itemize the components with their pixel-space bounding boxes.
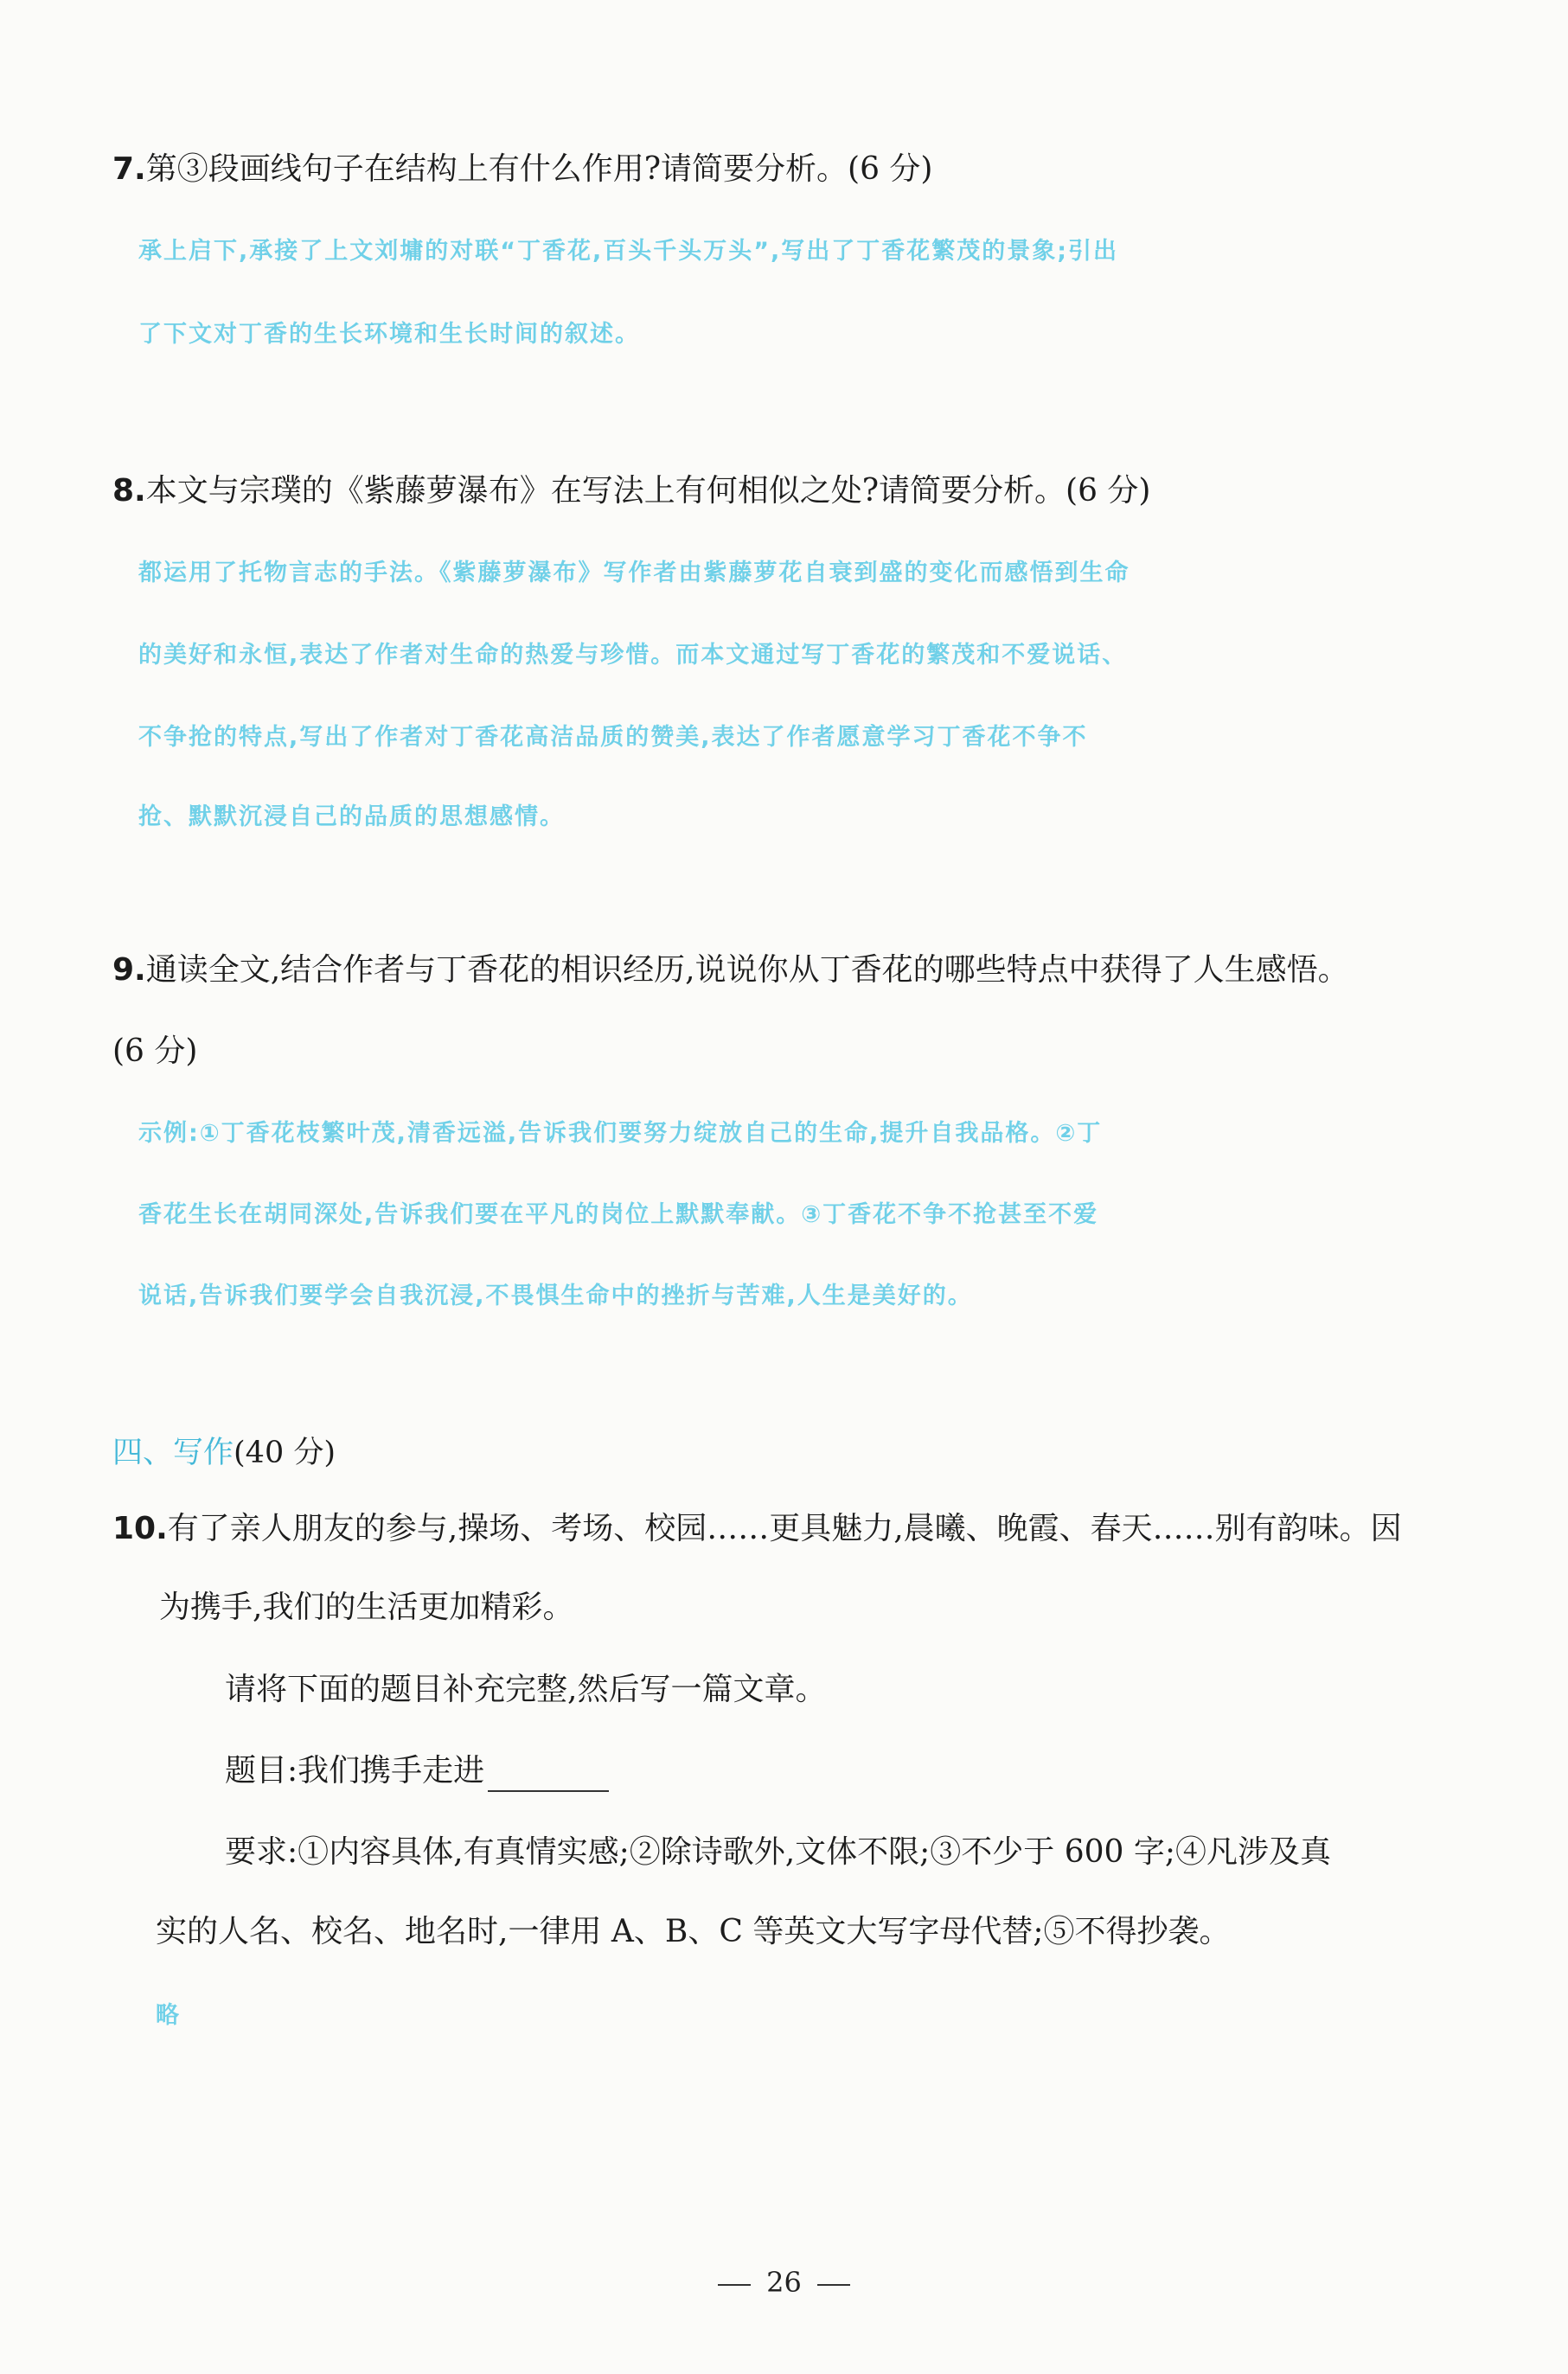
answer-9-line-3: 说话,告诉我们要学会自我沉浸,不畏惧生命中的挫折与苦难,人生是美好的。	[138, 1283, 973, 1309]
title-blank	[488, 1759, 609, 1792]
page-number: 26	[766, 2266, 802, 2299]
question-text: 第③段画线句子在结构上有什么作用?请简要分析。(6 分)	[145, 151, 933, 187]
title-prompt-text: 题目:我们携手走进	[225, 1753, 485, 1788]
question-text: 有了亲人朋友的参与,操场、考场、校园……更具魅力,晨曦、晚霞、春天……别有韵味。因	[167, 1511, 1402, 1546]
question-number: 10.	[112, 1511, 168, 1546]
question-7	[112, 149, 1514, 190]
question-text: 本文与宗璞的《紫藤萝瀑布》在写法上有何相似之处?请简要分析。(6 分)	[145, 473, 1151, 509]
question-10-line-2: 为携手,我们的生活更加精彩。	[159, 1590, 574, 1625]
writing-instruction: 请将下面的题目补充完整,然后写一篇文章。	[225, 1672, 827, 1707]
question-8	[112, 470, 1514, 512]
answer-8-line-3: 不争抢的特点,写出了作者对丁香花高洁品质的赞美,表达了作者愿意学习丁香花不争不	[138, 724, 1088, 751]
question-9-score: (6 分)	[112, 1033, 198, 1069]
requirements-line-2: 实的人名、校名、地名时,一律用 A、B、C 等英文大写字母代替;⑤不得抄袭。	[156, 1914, 1231, 1949]
essay-title-prompt	[225, 1750, 609, 1792]
answer-8-line-4: 抢、默默沉浸自己的品质的思想感情。	[138, 803, 565, 830]
question-number: 8.	[112, 473, 146, 509]
dash-left	[718, 2284, 751, 2286]
answer-8-line-2: 的美好和永恒,表达了作者对生命的热爱与珍惜。而本文通过写丁香花的繁茂和不爱说话、	[138, 642, 1128, 669]
page-footer	[0, 2266, 1568, 2299]
question-9	[112, 950, 1514, 991]
section-heading	[112, 1429, 336, 1472]
answer-7-line-2: 了下文对丁香的生长环境和生长时间的叙述。	[138, 321, 640, 348]
answer-10: 略	[156, 2002, 181, 2029]
answer-9-line-2: 香花生长在胡同深处,告诉我们要在平凡的岗位上默默奉献。③丁香花不争不抢甚至不爱	[138, 1201, 1099, 1228]
section-title: 四、写作	[112, 1436, 234, 1470]
question-number: 7.	[112, 151, 146, 187]
answer-7-line-1: 承上启下,承接了上文刘墉的对联“丁香花,百头千头万头”,写出了丁香花繁茂的景象;引出	[138, 238, 1119, 265]
dash-right	[817, 2284, 850, 2286]
answer-8-line-1: 都运用了托物言志的手法。《紫藤萝瀑布》写作者由紫藤萝花自衰到盛的变化而感悟到生命	[138, 560, 1130, 586]
answer-9-line-1: 示例:①丁香花枝繁叶茂,清香远溢,告诉我们要努力绽放自己的生命,提升自我品格。②丁	[138, 1120, 1103, 1147]
question-number: 9.	[112, 952, 146, 988]
question-10	[112, 1508, 1514, 1550]
section-score: (40 分)	[234, 1436, 336, 1470]
requirements-line-1: 要求:①内容具体,有真情实感;②除诗歌外,文体不限;③不少于 600 字;④凡涉及真	[225, 1834, 1332, 1870]
question-text: 通读全文,结合作者与丁香花的相识经历,说说你从丁香花的哪些特点中获得了人生感悟。	[145, 952, 1349, 988]
